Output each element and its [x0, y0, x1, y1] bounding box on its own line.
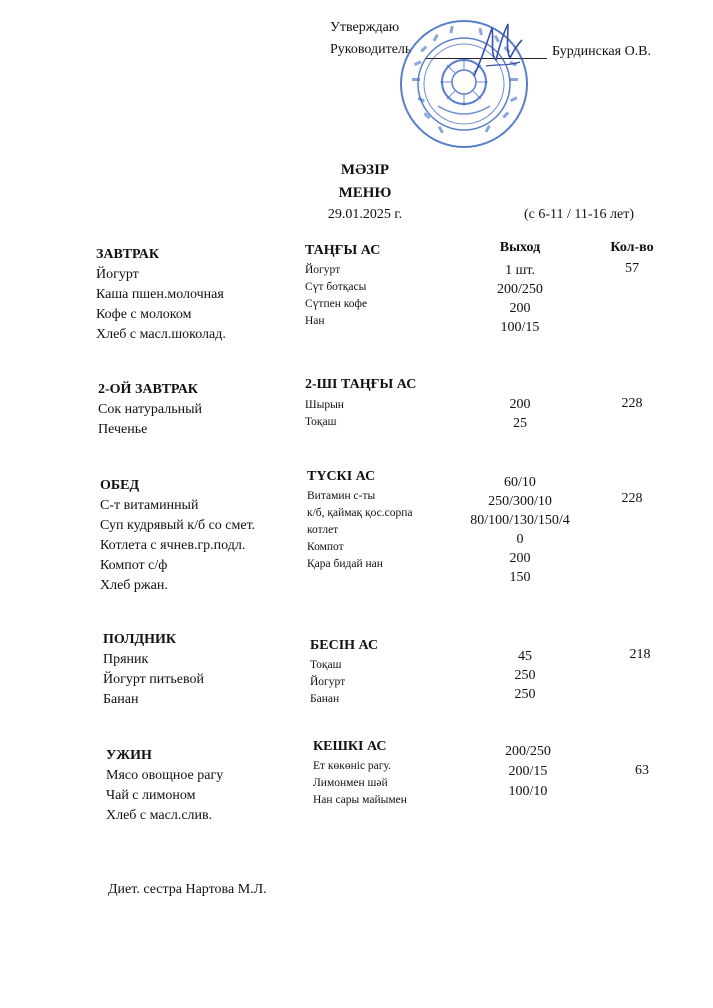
meal-output: 100/15 [500, 320, 540, 335]
meal-output: 0 [516, 532, 524, 547]
meal-kz-item: Қара бидай нан [307, 558, 383, 570]
meal-ru-title: УЖИН [106, 748, 152, 763]
meal-output: 200/250 [505, 744, 551, 759]
meal-ru-item: Сок натуральный [98, 402, 203, 417]
meal-ru-item: Кофе с молоком [96, 307, 192, 322]
meal-ru-item: С-т витаминный [100, 498, 199, 513]
meal-output: 200 [509, 301, 531, 316]
meal-output: 250 [514, 668, 536, 683]
approval-approve: Утверждаю [330, 20, 400, 35]
meal-count: 228 [621, 396, 643, 411]
meal-output: 1 шт. [505, 263, 535, 278]
meal-kz-item: Нан [305, 315, 325, 327]
meal-ru-item: Компот с/ф [100, 558, 168, 573]
meal-kz-item: Сүт ботқасы [305, 281, 367, 293]
meal-output: 25 [513, 416, 527, 431]
meal-kz-item: Ет көкөніс рагу. [313, 760, 391, 772]
meal-output: 60/10 [504, 475, 536, 490]
meal-ru-item: Пряник [103, 652, 149, 667]
age-range: (с 6-11 / 11-16 лет) [524, 207, 635, 222]
meal-kz-title: 2-ШІ ТАҢҒЫ АС [305, 377, 417, 392]
meal-output: 250/300/10 [488, 494, 552, 509]
meal-ru-title: ЗАВТРАК [96, 247, 160, 262]
meal-kz-item: к/б, қаймақ қос.сорпа [307, 507, 413, 519]
meal-kz-title: ТҮСКІ АС [307, 469, 376, 484]
meal-ru-title: ОБЕД [100, 478, 140, 493]
meal-ru-item: Йогурт [96, 267, 139, 282]
meal-kz-item: Компот [307, 541, 344, 553]
meal-ru-item: Хлеб ржан. [100, 578, 168, 593]
title-kz: МӘЗІР [340, 162, 390, 178]
signature-icon [468, 20, 528, 82]
meal-count: 228 [621, 491, 643, 506]
meal-ru-item: Хлеб с масл.слив. [106, 808, 213, 823]
meal-ru-title: ПОЛДНИК [103, 632, 177, 647]
meal-kz-item: Лимонмен шәй [313, 777, 388, 789]
meal-kz-title: ТАҢҒЫ АС [305, 243, 381, 258]
meal-kz-item: Тоқаш [310, 659, 342, 671]
meal-ru-item: Йогурт питьевой [103, 672, 204, 687]
meal-kz-title: БЕСІН АС [310, 638, 379, 653]
meal-kz-item: Тоқаш [305, 416, 337, 428]
meal-ru-item: Мясо овощное рагу [106, 768, 224, 783]
meal-count: 218 [629, 647, 651, 662]
approval-head: Руководитель [330, 42, 412, 57]
meal-output: 100/10 [508, 784, 548, 799]
col-output-header: Выход [499, 240, 541, 255]
meal-ru-title: 2-ОЙ ЗАВТРАК [98, 382, 198, 397]
meal-count: 63 [635, 763, 649, 778]
meal-output: 80/100/130/150/4 [470, 513, 570, 528]
meal-ru-item: Каша пшен.молочная [96, 287, 224, 302]
meal-kz-item: Йогурт [310, 676, 346, 688]
meal-ru-item: Суп кудрявый к/б со смет. [100, 518, 256, 533]
footer-signature: Диет. сестра Нартова М.Л. [108, 882, 267, 897]
meal-ru-item: Банан [103, 692, 139, 707]
meal-kz-item: Нан сары майымен [313, 794, 407, 806]
meal-kz-item: Йогурт [305, 264, 341, 276]
menu-date: 29.01.2025 г. [327, 207, 403, 222]
meal-kz-item: котлет [307, 524, 339, 536]
meal-output: 200/15 [508, 764, 548, 779]
meal-ru-item: Чай с лимоном [106, 788, 196, 803]
approval-name: Бурдинская О.В. [552, 44, 652, 59]
meal-ru-item: Хлеб с масл.шоколад. [96, 327, 226, 342]
meal-kz-item: Банан [310, 693, 340, 705]
meal-ru-item: Котлета с ячнев.гр.подл. [100, 538, 246, 553]
meal-output: 45 [518, 649, 532, 664]
meal-output: 200/250 [497, 282, 543, 297]
col-count-header: Кол-во [610, 240, 654, 255]
title-ru: МЕНЮ [338, 185, 392, 201]
meal-output: 200 [509, 551, 531, 566]
meal-kz-title: КЕШКІ АС [313, 739, 387, 754]
meal-ru-item: Печенье [98, 422, 148, 437]
meal-output: 250 [514, 687, 536, 702]
meal-kz-item: Витамин с-ты [307, 490, 376, 502]
meal-kz-item: Шырын [305, 399, 344, 411]
meal-kz-item: Сүтпен кофе [305, 298, 368, 310]
meal-count: 57 [625, 261, 639, 276]
meal-output: 150 [509, 570, 531, 585]
meal-output: 200 [509, 397, 531, 412]
